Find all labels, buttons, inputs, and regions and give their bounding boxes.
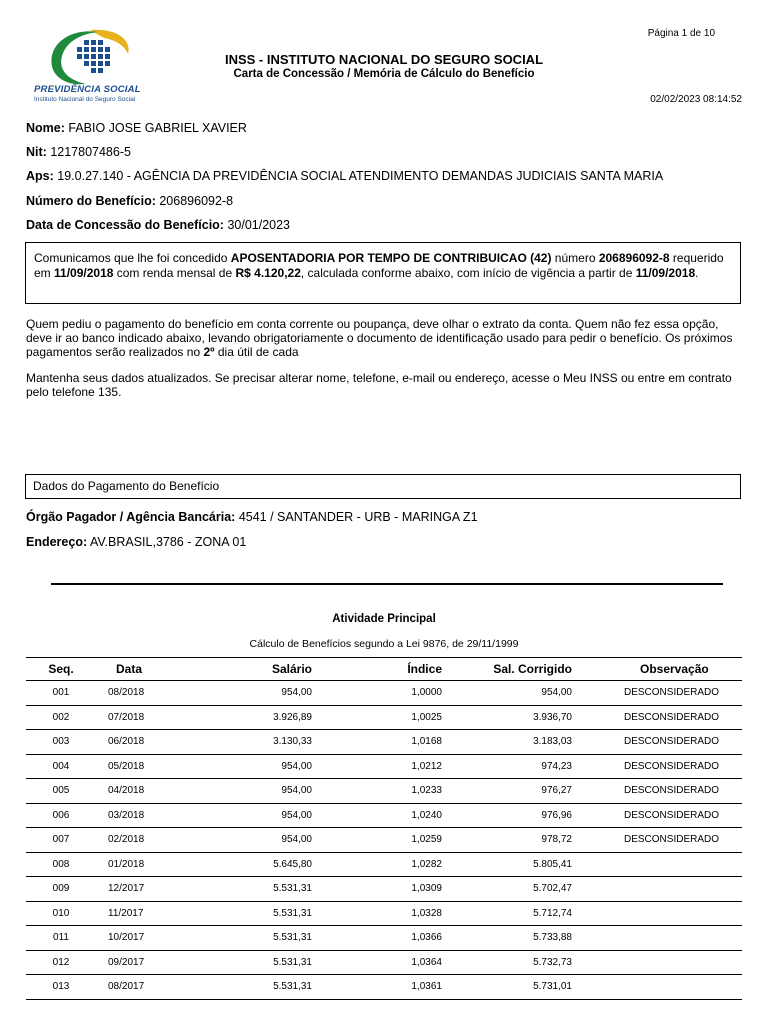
cell-indice: 1,0240	[316, 803, 446, 828]
cell-salario: 5.645,80	[190, 852, 316, 877]
cell-sal-corrigido: 954,00	[446, 681, 576, 706]
cell-salario: 5.531,31	[190, 901, 316, 926]
aps-field	[26, 169, 663, 183]
cell-indice: 1,0000	[316, 681, 446, 706]
endereco-field	[26, 535, 246, 549]
table-row	[26, 803, 742, 828]
payment-instructions	[26, 317, 742, 359]
cell-data: 12/2017	[96, 877, 190, 902]
data-concessao-label: Data de Concessão do Benefício:	[26, 218, 224, 232]
benefit-type: APOSENTADORIA POR TEMPO DE CONTRIBUICAO (42)	[230, 251, 552, 265]
numero-beneficio-field	[26, 194, 233, 208]
payment-section-title: Dados do Pagamento do Benefício	[25, 474, 741, 499]
cell-sal-corrigido: 3.183,03	[446, 730, 576, 755]
cell-observacao: DESCONSIDERADO	[576, 730, 742, 755]
table-row	[26, 975, 742, 1000]
table-body	[26, 681, 742, 1000]
cell-observacao: DESCONSIDERADO	[576, 828, 742, 853]
table-header-row	[26, 658, 742, 681]
cell-indice: 1,0212	[316, 754, 446, 779]
cell-data: 04/2018	[96, 779, 190, 804]
cell-salario: 954,00	[190, 828, 316, 853]
nome-label: Nome:	[26, 121, 65, 135]
cell-sal-corrigido: 5.805,41	[446, 852, 576, 877]
nome-field	[26, 121, 247, 135]
cell-sal-corrigido: 5.732,73	[446, 950, 576, 975]
logo-name: PREVIDÊNCIA SOCIAL	[34, 84, 141, 95]
cell-salario: 3.926,89	[190, 705, 316, 730]
table-row	[26, 730, 742, 755]
cell-observacao	[576, 852, 742, 877]
cell-data: 08/2017	[96, 975, 190, 1000]
paragraph-text: Quem pediu o pagamento do benefício em conta corrente ou poupança, deve olhar o extrato da conta. Quem não fez essa opção, deve ir ao banco indicado abaixo, levando obrigatoriamente o documento de identificação usado para pedir o benefício. Os próximos pagamentos serão realizados no	[26, 317, 733, 359]
cell-sal-corrigido: 974,23	[446, 754, 576, 779]
cell-sal-corrigido: 5.712,74	[446, 901, 576, 926]
cell-sal-corrigido: 5.731,01	[446, 975, 576, 1000]
business-day: 2º	[203, 345, 215, 359]
cell-sal-corrigido: 3.936,70	[446, 705, 576, 730]
orgao-value: 4541 / SANTANDER - URB - MARINGA Z1	[238, 510, 478, 524]
orgao-label: Órgão Pagador / Agência Bancária:	[26, 510, 236, 524]
cell-sal-corrigido: 978,72	[446, 828, 576, 853]
notice-text: número	[551, 251, 599, 265]
cell-seq: 009	[26, 877, 96, 902]
logo-subtitle: Instituto Nacional do Seguro Social	[34, 96, 136, 103]
nit-field	[26, 145, 131, 159]
numero-label: Número do Benefício:	[26, 194, 156, 208]
benefit-number: 206896092-8	[598, 251, 670, 265]
table-subtitle: Cálculo de Benefícios segundo a Lei 9876, de 29/11/1999	[249, 638, 519, 650]
endereco-value: AV.BRASIL,3786 - ZONA 01	[89, 535, 247, 549]
notice-text: .	[695, 266, 699, 280]
table-title: Atividade Principal	[332, 613, 436, 625]
cell-salario: 5.531,31	[190, 975, 316, 1000]
cell-indice: 1,0168	[316, 730, 446, 755]
cell-indice: 1,0025	[316, 705, 446, 730]
header-indice: Índice	[316, 658, 446, 681]
notice-text: requerido em	[34, 251, 724, 280]
cell-data: 03/2018	[96, 803, 190, 828]
cell-observacao	[576, 901, 742, 926]
cell-observacao	[576, 975, 742, 1000]
header-observacao: Observação	[576, 658, 742, 681]
cell-salario: 954,00	[190, 803, 316, 828]
header-sal-corrigido: Sal. Corrigido	[446, 658, 576, 681]
cell-observacao: DESCONSIDERADO	[576, 779, 742, 804]
data-concessao-value: 30/01/2023	[227, 218, 291, 232]
cell-indice: 1,0233	[316, 779, 446, 804]
cell-indice: 1,0361	[316, 975, 446, 1000]
cell-data: 05/2018	[96, 754, 190, 779]
calculation-table	[26, 657, 742, 1000]
orgao-pagador-field	[26, 510, 478, 524]
cell-seq: 010	[26, 901, 96, 926]
cell-seq: 013	[26, 975, 96, 1000]
cell-salario: 3.130,33	[190, 730, 316, 755]
table-row	[26, 926, 742, 951]
cell-salario: 954,00	[190, 754, 316, 779]
cell-indice: 1,0259	[316, 828, 446, 853]
document-subtitle: Carta de Concessão / Memória de Cálculo do Benefício	[233, 68, 535, 80]
concession-notice	[25, 242, 741, 304]
cell-sal-corrigido: 976,96	[446, 803, 576, 828]
cell-salario: 5.531,31	[190, 926, 316, 951]
header-data: Data	[96, 658, 190, 681]
notice-text: com renda mensal de	[113, 266, 236, 280]
table-row	[26, 754, 742, 779]
cell-data: 06/2018	[96, 730, 190, 755]
numero-value: 206896092-8	[159, 194, 234, 208]
start-date: 11/09/2018	[635, 266, 696, 280]
table-row	[26, 681, 742, 706]
table-row	[26, 877, 742, 902]
cell-observacao: DESCONSIDERADO	[576, 803, 742, 828]
cell-seq: 005	[26, 779, 96, 804]
cell-data: 11/2017	[96, 901, 190, 926]
aps-label: Aps:	[26, 169, 54, 183]
notice-text: Comunicamos que lhe foi concedido	[34, 251, 231, 265]
cell-data: 01/2018	[96, 852, 190, 877]
update-data-notice: Mantenha seus dados atualizados. Se precisar alterar nome, telefone, e-mail ou endereço, acesse o Meu INSS ou entre em contrato pelo telefone 135.	[26, 371, 732, 399]
cell-seq: 006	[26, 803, 96, 828]
table-row	[26, 828, 742, 853]
cell-observacao	[576, 950, 742, 975]
cell-seq: 001	[26, 681, 96, 706]
cell-sal-corrigido: 5.733,88	[446, 926, 576, 951]
cell-salario: 954,00	[190, 681, 316, 706]
cell-indice: 1,0364	[316, 950, 446, 975]
cell-observacao: DESCONSIDERADO	[576, 705, 742, 730]
notice-text: , calculada conforme abaixo, com início de vigência a partir de	[300, 266, 636, 280]
cell-seq: 008	[26, 852, 96, 877]
cell-salario: 5.531,31	[190, 877, 316, 902]
table-row	[26, 705, 742, 730]
cell-seq: 012	[26, 950, 96, 975]
cell-indice: 1,0282	[316, 852, 446, 877]
cell-observacao: DESCONSIDERADO	[576, 754, 742, 779]
nit-label: Nit:	[26, 145, 47, 159]
cell-data: 08/2018	[96, 681, 190, 706]
section-divider	[51, 583, 723, 585]
cell-sal-corrigido: 5.702,47	[446, 877, 576, 902]
cell-observacao: DESCONSIDERADO	[576, 681, 742, 706]
paragraph-text: dia útil de cada	[214, 345, 299, 359]
cell-salario: 954,00	[190, 779, 316, 804]
table-row	[26, 950, 742, 975]
cell-salario: 5.531,31	[190, 950, 316, 975]
table-row	[26, 779, 742, 804]
nome-value: FABIO JOSE GABRIEL XAVIER	[68, 121, 247, 135]
header-salario: Salário	[190, 658, 316, 681]
request-date: 11/09/2018	[54, 266, 114, 280]
timestamp: 02/02/2023 08:14:52	[650, 94, 742, 105]
cell-data: 10/2017	[96, 926, 190, 951]
cell-indice: 1,0328	[316, 901, 446, 926]
cell-sal-corrigido: 976,27	[446, 779, 576, 804]
aps-value: 19.0.27.140 - AGÊNCIA DA PREVIDÊNCIA SOCIAL ATENDIMENTO DEMANDAS JUDICIAIS SANTA MARIA	[57, 169, 664, 183]
header-seq: Seq.	[26, 658, 96, 681]
page-number: Página 1 de 10	[647, 28, 715, 39]
monthly-income: R$ 4.120,22	[235, 266, 301, 280]
data-concessao-field	[26, 218, 290, 232]
cell-observacao	[576, 877, 742, 902]
nit-value: 1217807486-5	[50, 145, 131, 159]
cell-indice: 1,0309	[316, 877, 446, 902]
cell-observacao	[576, 926, 742, 951]
cell-data: 02/2018	[96, 828, 190, 853]
cell-data: 09/2017	[96, 950, 190, 975]
cell-seq: 011	[26, 926, 96, 951]
cell-seq: 003	[26, 730, 96, 755]
document-title: INSS - INSTITUTO NACIONAL DO SEGURO SOCIAL	[224, 52, 544, 67]
cell-data: 07/2018	[96, 705, 190, 730]
cell-seq: 004	[26, 754, 96, 779]
cell-seq: 007	[26, 828, 96, 853]
cell-indice: 1,0366	[316, 926, 446, 951]
table-row	[26, 852, 742, 877]
table-row	[26, 901, 742, 926]
cell-seq: 002	[26, 705, 96, 730]
endereco-label: Endereço:	[26, 535, 88, 549]
